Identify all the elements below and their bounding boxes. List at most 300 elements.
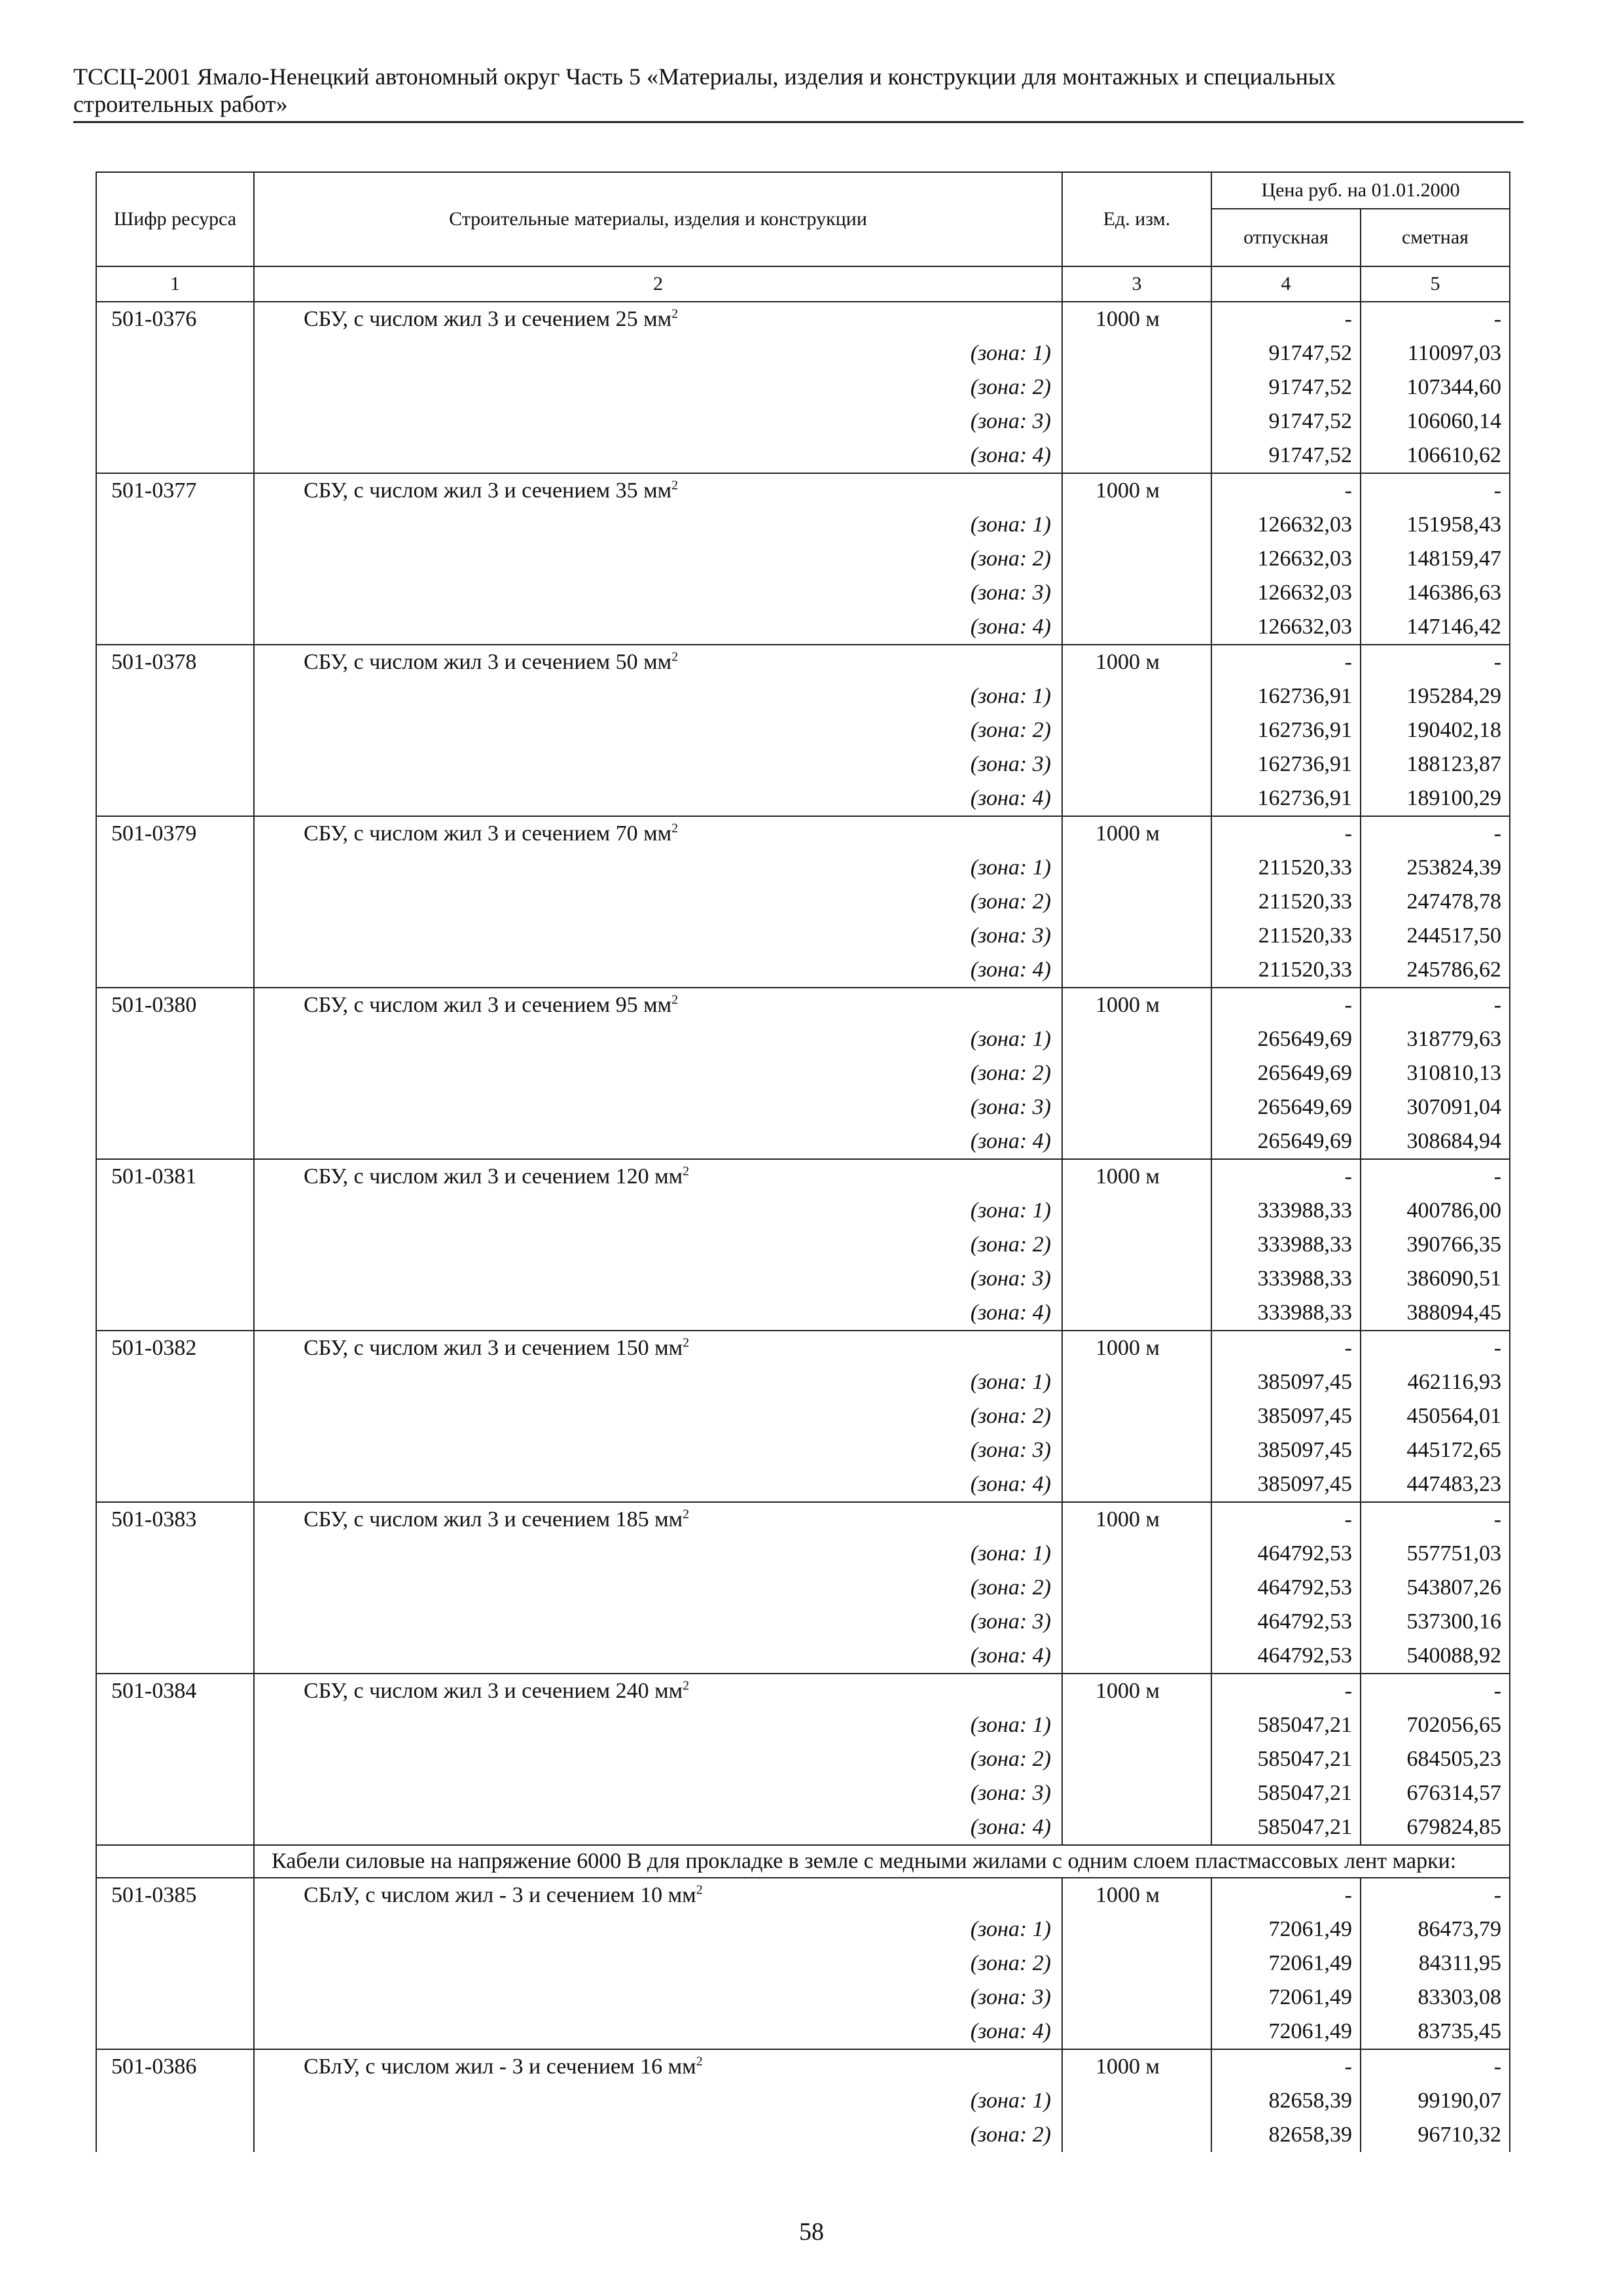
empty-unit-cell: [1062, 1605, 1211, 1639]
zone-row: [96, 953, 1510, 988]
release-price: -: [1211, 1502, 1361, 1537]
unit-of-measure: 1000 м: [1062, 816, 1211, 851]
empty-code-cell: [96, 1365, 254, 1399]
zone-row: [96, 713, 1510, 747]
zone-label: (зона: 3): [254, 1776, 1062, 1810]
zone-label: (зона: 3): [254, 1262, 1062, 1296]
zone-label: (зона: 4): [254, 1296, 1062, 1331]
estimate-price: 188123,87: [1361, 747, 1510, 781]
column-number: 5: [1361, 266, 1510, 302]
empty-unit-cell: [1062, 2015, 1211, 2049]
empty-code-cell: [96, 404, 254, 439]
release-price: 72061,49: [1211, 2015, 1361, 2049]
release-price: -: [1211, 1878, 1361, 1912]
unit-of-measure: 1000 м: [1062, 1674, 1211, 1708]
zone-label: (зона: 1): [254, 1022, 1062, 1056]
zone-row: [96, 747, 1510, 781]
empty-unit-cell: [1062, 1946, 1211, 1981]
empty-code-cell: [96, 1810, 254, 1845]
zone-label: (зона: 3): [254, 919, 1062, 953]
resource-name: [254, 645, 1062, 679]
table-row: [96, 2049, 1510, 2084]
zone-label: (зона: 2): [254, 713, 1062, 747]
empty-code-cell: [96, 1296, 254, 1331]
empty-unit-cell: [1062, 576, 1211, 610]
empty-unit-cell: [1062, 1467, 1211, 1502]
table-row: [96, 302, 1510, 336]
estimate-price: -: [1361, 816, 1510, 851]
empty-code-cell: [96, 508, 254, 542]
empty-code-cell: [96, 336, 254, 370]
release-price: 333988,33: [1211, 1228, 1361, 1262]
resource-code: 501-0383: [96, 1502, 254, 1537]
resource-name-text: СБУ, с числом жил 3 и сечением 25 мм: [304, 307, 672, 331]
empty-unit-cell: [1062, 851, 1211, 885]
release-price: 91747,52: [1211, 404, 1361, 439]
zone-label: (зона: 1): [254, 679, 1062, 713]
resource-name-text: СБУ, с числом жил 3 и сечением 50 мм: [304, 650, 672, 674]
zone-row: [96, 1433, 1510, 1467]
resource-code: 501-0386: [96, 2049, 254, 2084]
empty-code-cell: [96, 1090, 254, 1124]
table-body: [96, 302, 1510, 2152]
resource-name: [254, 2049, 1062, 2084]
release-price: 585047,21: [1211, 1776, 1361, 1810]
release-price: 385097,45: [1211, 1399, 1361, 1433]
release-price: 265649,69: [1211, 1022, 1361, 1056]
empty-code-cell: [96, 439, 254, 473]
unit-of-measure: 1000 м: [1062, 1159, 1211, 1194]
estimate-price: 390766,35: [1361, 1228, 1510, 1262]
estimate-price: 195284,29: [1361, 679, 1510, 713]
estimate-price: 151958,43: [1361, 508, 1510, 542]
zone-row: [96, 1194, 1510, 1228]
empty-unit-cell: [1062, 1124, 1211, 1159]
squared-superscript: 2: [683, 1335, 690, 1350]
estimate-price: 318779,63: [1361, 1022, 1510, 1056]
estimate-price: 537300,16: [1361, 1605, 1510, 1639]
squared-superscript: 2: [671, 649, 679, 664]
zone-label: (зона: 1): [254, 1708, 1062, 1742]
estimate-price: 445172,65: [1361, 1433, 1510, 1467]
zone-row: [96, 508, 1510, 542]
release-price: 91747,52: [1211, 439, 1361, 473]
zone-label: (зона: 3): [254, 1605, 1062, 1639]
zone-row: [96, 370, 1510, 404]
release-price: -: [1211, 1331, 1361, 1365]
release-price: -: [1211, 302, 1361, 336]
squared-superscript: 2: [696, 1882, 703, 1897]
zone-row: [96, 610, 1510, 645]
release-price: 385097,45: [1211, 1365, 1361, 1399]
unit-of-measure: 1000 м: [1062, 1502, 1211, 1537]
estimate-price: 247478,78: [1361, 885, 1510, 919]
zone-row: [96, 439, 1510, 473]
empty-unit-cell: [1062, 439, 1211, 473]
resource-name-text: СБУ, с числом жил 3 и сечением 150 мм: [304, 1336, 683, 1360]
zone-row: [96, 1912, 1510, 1946]
estimate-price: -: [1361, 1878, 1510, 1912]
estimate-price: 676314,57: [1361, 1776, 1510, 1810]
resource-code: 501-0380: [96, 988, 254, 1022]
resource-code: 501-0381: [96, 1159, 254, 1194]
empty-unit-cell: [1062, 679, 1211, 713]
resource-name: [254, 1502, 1062, 1537]
resource-name: [254, 1159, 1062, 1194]
empty-unit-cell: [1062, 953, 1211, 988]
empty-unit-cell: [1062, 1708, 1211, 1742]
estimate-price: 388094,45: [1361, 1296, 1510, 1331]
empty-code-cell: [96, 370, 254, 404]
table-row: [96, 1331, 1510, 1365]
empty-code-cell: [96, 1742, 254, 1776]
empty-unit-cell: [1062, 1228, 1211, 1262]
resource-code: 501-0378: [96, 645, 254, 679]
release-price: -: [1211, 816, 1361, 851]
zone-row: [96, 542, 1510, 576]
estimate-price: 310810,13: [1361, 1056, 1510, 1090]
empty-code-cell: [96, 1433, 254, 1467]
release-price: 126632,03: [1211, 576, 1361, 610]
estimate-price: -: [1361, 1331, 1510, 1365]
zone-row: [96, 1296, 1510, 1331]
empty-unit-cell: [1062, 1365, 1211, 1399]
empty-code-cell: [96, 2118, 254, 2152]
release-price: 585047,21: [1211, 1742, 1361, 1776]
zone-row: [96, 1365, 1510, 1399]
empty-unit-cell: [1062, 1194, 1211, 1228]
estimate-price: -: [1361, 988, 1510, 1022]
zone-row: [96, 1022, 1510, 1056]
estimate-price: 83303,08: [1361, 1981, 1510, 2015]
empty-unit-cell: [1062, 542, 1211, 576]
zone-row: [96, 851, 1510, 885]
resource-name: [254, 1878, 1062, 1912]
table-row: [96, 1159, 1510, 1194]
release-price: 162736,91: [1211, 713, 1361, 747]
empty-code-cell: [96, 1639, 254, 1674]
estimate-price: 308684,94: [1361, 1124, 1510, 1159]
empty-unit-cell: [1062, 1433, 1211, 1467]
empty-unit-cell: [1062, 2084, 1211, 2118]
name-column-header: Строительные материалы, изделия и конструкции: [254, 172, 1062, 266]
release-price: 72061,49: [1211, 1946, 1361, 1981]
empty-unit-cell: [1062, 1742, 1211, 1776]
resource-name: [254, 1674, 1062, 1708]
header-line-1: ТССЦ-2001 Ямало-Ненецкий автономный округ Часть 5 «Материалы, изделия и конструкции для монтажных и специальных: [73, 63, 1336, 90]
release-price: 162736,91: [1211, 679, 1361, 713]
empty-unit-cell: [1062, 1571, 1211, 1605]
resource-name: [254, 1331, 1062, 1365]
zone-row: [96, 1708, 1510, 1742]
estimate-price: 244517,50: [1361, 919, 1510, 953]
code-column-header: Шифр ресурса: [96, 172, 254, 266]
resource-code: 501-0379: [96, 816, 254, 851]
zone-row: [96, 1090, 1510, 1124]
zone-label: (зона: 1): [254, 508, 1062, 542]
estimate-price: 447483,23: [1361, 1467, 1510, 1502]
empty-unit-cell: [1062, 1022, 1211, 1056]
squared-superscript: 2: [671, 992, 679, 1007]
zone-label: (зона: 3): [254, 747, 1062, 781]
release-price: 464792,53: [1211, 1639, 1361, 1674]
estimate-price: -: [1361, 1502, 1510, 1537]
estimate-price: -: [1361, 645, 1510, 679]
zone-label: (зона: 4): [254, 953, 1062, 988]
empty-unit-cell: [1062, 885, 1211, 919]
zone-row: [96, 1742, 1510, 1776]
release-price: 126632,03: [1211, 542, 1361, 576]
empty-code-cell: [96, 1981, 254, 2015]
estimate-price: 189100,29: [1361, 781, 1510, 816]
estimate-price: -: [1361, 2049, 1510, 2084]
resource-name-text: СБУ, с числом жил 3 и сечением 35 мм: [304, 478, 672, 503]
zone-row: [96, 919, 1510, 953]
empty-code-cell: [96, 1056, 254, 1090]
zone-row: [96, 1639, 1510, 1674]
zone-label: (зона: 2): [254, 1399, 1062, 1433]
empty-unit-cell: [1062, 1090, 1211, 1124]
zone-row: [96, 1467, 1510, 1502]
release-price: 265649,69: [1211, 1124, 1361, 1159]
estimate-price: -: [1361, 1159, 1510, 1194]
zone-row: [96, 781, 1510, 816]
empty-code-cell: [96, 885, 254, 919]
zone-label: (зона: 1): [254, 1912, 1062, 1946]
estimate-price: 557751,03: [1361, 1537, 1510, 1571]
squared-superscript: 2: [671, 821, 679, 836]
release-price: 82658,39: [1211, 2118, 1361, 2152]
zone-label: (зона: 3): [254, 576, 1062, 610]
section-code-cell: [96, 1845, 254, 1878]
table-row: [96, 988, 1510, 1022]
release-price: 464792,53: [1211, 1605, 1361, 1639]
zone-row: [96, 1056, 1510, 1090]
unit-of-measure: 1000 м: [1062, 1878, 1211, 1912]
unit-of-measure: 1000 м: [1062, 2049, 1211, 2084]
estimate-price: 245786,62: [1361, 953, 1510, 988]
empty-unit-cell: [1062, 781, 1211, 816]
zone-label: (зона: 2): [254, 1946, 1062, 1981]
estimate-price: 462116,93: [1361, 1365, 1510, 1399]
estimate-price: 99190,07: [1361, 2084, 1510, 2118]
estimate-price: 147146,42: [1361, 610, 1510, 645]
resource-name-text: СБлУ, с числом жил - 3 и сечением 10 мм: [304, 1883, 696, 1907]
release-price-header: отпускная: [1211, 209, 1361, 266]
estimate-price: -: [1361, 1674, 1510, 1708]
unit-column-header: Ед. изм.: [1062, 172, 1211, 266]
empty-unit-cell: [1062, 370, 1211, 404]
empty-unit-cell: [1062, 1537, 1211, 1571]
release-price: 333988,33: [1211, 1194, 1361, 1228]
zone-row: [96, 1228, 1510, 1262]
squared-superscript: 2: [683, 1507, 690, 1522]
table-row: [96, 816, 1510, 851]
zone-label: (зона: 2): [254, 1571, 1062, 1605]
empty-unit-cell: [1062, 1981, 1211, 2015]
resource-code: 501-0384: [96, 1674, 254, 1708]
zone-row: [96, 1124, 1510, 1159]
empty-unit-cell: [1062, 2118, 1211, 2152]
estimate-price: 386090,51: [1361, 1262, 1510, 1296]
estimate-price: 543807,26: [1361, 1571, 1510, 1605]
release-price: 162736,91: [1211, 781, 1361, 816]
unit-of-measure: 1000 м: [1062, 988, 1211, 1022]
zone-row: [96, 1262, 1510, 1296]
estimate-price: 106060,14: [1361, 404, 1510, 439]
zone-label: (зона: 4): [254, 1639, 1062, 1674]
resource-name: [254, 988, 1062, 1022]
zone-label: (зона: 4): [254, 439, 1062, 473]
zone-label: (зона: 1): [254, 2084, 1062, 2118]
zone-row: [96, 1810, 1510, 1845]
empty-code-cell: [96, 1571, 254, 1605]
release-price: -: [1211, 2049, 1361, 2084]
squared-superscript: 2: [696, 2054, 703, 2069]
estimate-price: -: [1361, 473, 1510, 508]
zone-label: (зона: 3): [254, 1433, 1062, 1467]
empty-code-cell: [96, 953, 254, 988]
zone-label: (зона: 1): [254, 1537, 1062, 1571]
empty-unit-cell: [1062, 404, 1211, 439]
zone-row: [96, 1571, 1510, 1605]
release-price: 464792,53: [1211, 1571, 1361, 1605]
estimate-price: 106610,62: [1361, 439, 1510, 473]
empty-code-cell: [96, 2015, 254, 2049]
zone-row: [96, 404, 1510, 439]
release-price: 91747,52: [1211, 336, 1361, 370]
zone-label: (зона: 2): [254, 885, 1062, 919]
estimate-price: 450564,01: [1361, 1399, 1510, 1433]
table-row: [96, 1502, 1510, 1537]
squared-superscript: 2: [683, 1164, 690, 1179]
release-price: 126632,03: [1211, 610, 1361, 645]
release-price: 333988,33: [1211, 1262, 1361, 1296]
empty-unit-cell: [1062, 1056, 1211, 1090]
column-number: 3: [1062, 266, 1211, 302]
release-price: 265649,69: [1211, 1090, 1361, 1124]
release-price: 72061,49: [1211, 1981, 1361, 2015]
empty-code-cell: [96, 610, 254, 645]
empty-unit-cell: [1062, 1262, 1211, 1296]
resource-code: 501-0382: [96, 1331, 254, 1365]
zone-row: [96, 1537, 1510, 1571]
release-price: -: [1211, 1159, 1361, 1194]
estimate-price: 86473,79: [1361, 1912, 1510, 1946]
zone-row: [96, 679, 1510, 713]
resource-name-text: СБУ, с числом жил 3 и сечением 240 мм: [304, 1679, 683, 1703]
zone-row: [96, 1605, 1510, 1639]
table-row: [96, 1878, 1510, 1912]
zone-row: [96, 1946, 1510, 1981]
resource-name-text: СБУ, с числом жил 3 и сечением 95 мм: [304, 993, 672, 1017]
zone-label: (зона: 3): [254, 1981, 1062, 2015]
empty-code-cell: [96, 1708, 254, 1742]
zone-row: [96, 2118, 1510, 2152]
resource-name-text: СБУ, с числом жил 3 и сечением 120 мм: [304, 1164, 683, 1189]
empty-code-cell: [96, 1776, 254, 1810]
squared-superscript: 2: [671, 306, 679, 321]
resource-name-text: СБУ, с числом жил 3 и сечением 185 мм: [304, 1507, 683, 1532]
price-table: [96, 171, 1510, 2152]
estimate-price: 110097,03: [1361, 336, 1510, 370]
zone-label: (зона: 3): [254, 404, 1062, 439]
empty-unit-cell: [1062, 336, 1211, 370]
estimate-price: 107344,60: [1361, 370, 1510, 404]
estimate-price: 307091,04: [1361, 1090, 1510, 1124]
release-price: 91747,52: [1211, 370, 1361, 404]
zone-label: (зона: 3): [254, 1090, 1062, 1124]
empty-code-cell: [96, 1399, 254, 1433]
zone-row: [96, 336, 1510, 370]
table-row: [96, 1674, 1510, 1708]
release-price: 211520,33: [1211, 953, 1361, 988]
resource-code: 501-0377: [96, 473, 254, 508]
release-price: 333988,33: [1211, 1296, 1361, 1331]
empty-unit-cell: [1062, 610, 1211, 645]
resource-name: [254, 302, 1062, 336]
zone-row: [96, 1981, 1510, 2015]
zone-label: (зона: 4): [254, 781, 1062, 816]
estimate-price: 684505,23: [1361, 1742, 1510, 1776]
zone-row: [96, 2015, 1510, 2049]
empty-code-cell: [96, 713, 254, 747]
empty-code-cell: [96, 1946, 254, 1981]
resource-name: [254, 816, 1062, 851]
empty-unit-cell: [1062, 1810, 1211, 1845]
release-price: 211520,33: [1211, 885, 1361, 919]
zone-label: (зона: 1): [254, 1365, 1062, 1399]
empty-code-cell: [96, 1228, 254, 1262]
squared-superscript: 2: [683, 1678, 690, 1693]
release-price: 211520,33: [1211, 851, 1361, 885]
unit-of-measure: 1000 м: [1062, 645, 1211, 679]
page-number: 58: [799, 2218, 824, 2246]
column-number: 4: [1211, 266, 1361, 302]
empty-code-cell: [96, 576, 254, 610]
release-price: 82658,39: [1211, 2084, 1361, 2118]
zone-label: (зона: 1): [254, 1194, 1062, 1228]
squared-superscript: 2: [671, 478, 679, 493]
zone-label: (зона: 2): [254, 2118, 1062, 2152]
zone-row: [96, 2084, 1510, 2118]
estimate-price: 253824,39: [1361, 851, 1510, 885]
empty-code-cell: [96, 2084, 254, 2118]
table-row: [96, 645, 1510, 679]
empty-code-cell: [96, 1194, 254, 1228]
empty-code-cell: [96, 1537, 254, 1571]
document-header: [73, 63, 1524, 118]
zone-label: (зона: 2): [254, 1742, 1062, 1776]
empty-code-cell: [96, 1605, 254, 1639]
release-price: -: [1211, 988, 1361, 1022]
empty-unit-cell: [1062, 508, 1211, 542]
release-price: -: [1211, 645, 1361, 679]
estimate-price: 400786,00: [1361, 1194, 1510, 1228]
empty-unit-cell: [1062, 919, 1211, 953]
zone-label: (зона: 2): [254, 542, 1062, 576]
resource-code: 501-0376: [96, 302, 254, 336]
zone-label: (зона: 4): [254, 1467, 1062, 1502]
estimate-price: 84311,95: [1361, 1946, 1510, 1981]
zone-label: (зона: 4): [254, 610, 1062, 645]
zone-row: [96, 885, 1510, 919]
column-number: 2: [254, 266, 1062, 302]
release-price: 162736,91: [1211, 747, 1361, 781]
zone-row: [96, 1399, 1510, 1433]
empty-unit-cell: [1062, 1776, 1211, 1810]
table-head: [96, 172, 1510, 302]
